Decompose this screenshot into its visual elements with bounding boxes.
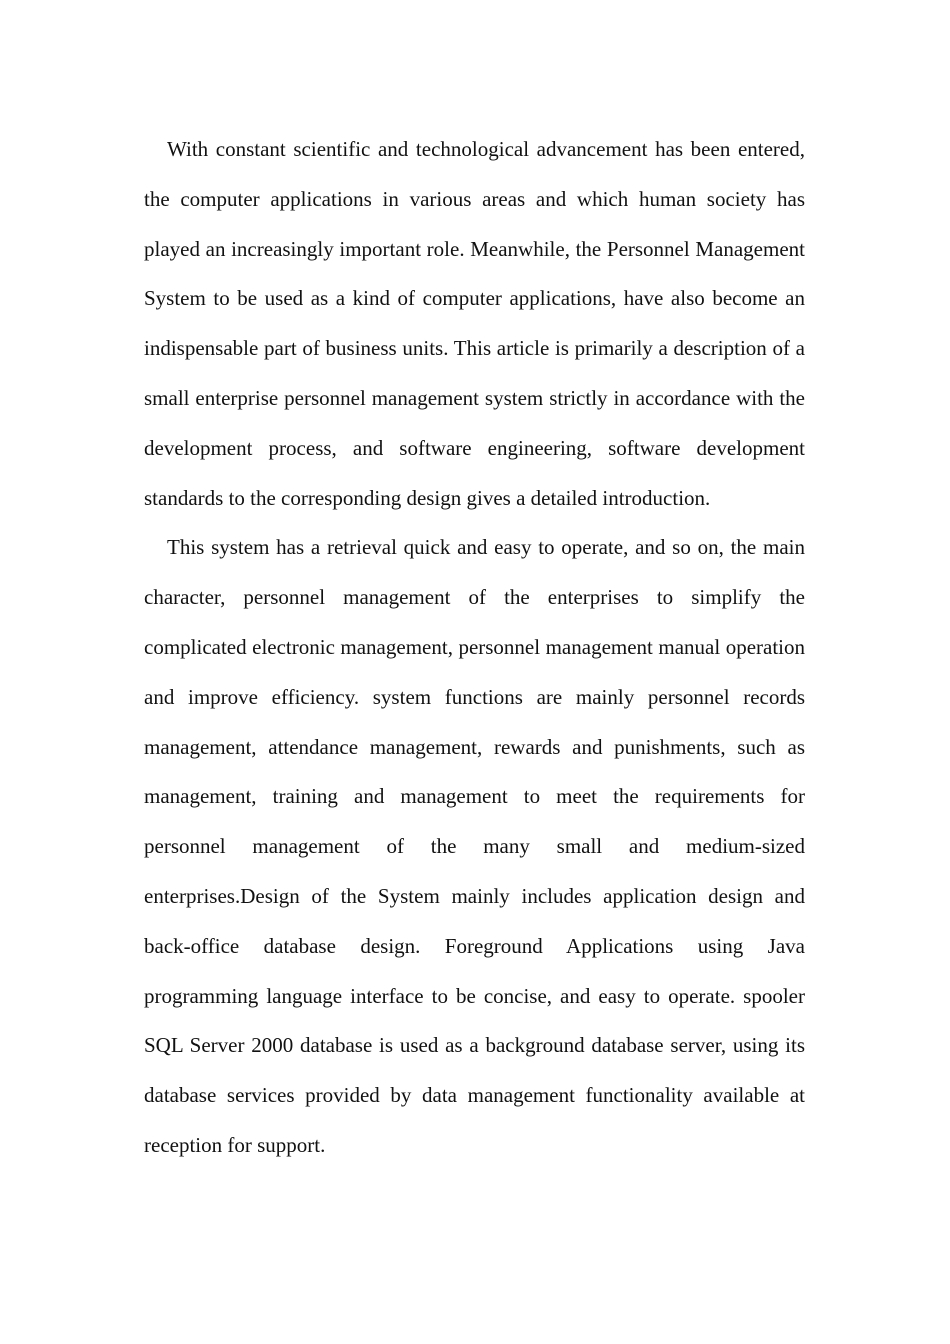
paragraph-2: This system has a retrieval quick and easy to operate, and so on, the main character, personnel management of the enterprises to simplify the complicated electronic management, personnel management manual operation and improve efficiency. system functions are mainly personnel records management, attendance management, rewards and punishments, such as management, training and management to meet the requirements for personnel management of the many small and medium-sized enterprises.Design of the System mainly includes application design and back-office database design. Foreground Applications using Java programming language interface to be concise, and easy to operate. spooler SQL Server 2000 database is used as a background database server, using its database services provided by data management functionality available at reception for support. [144, 535, 805, 1157]
abstract-body [144, 125, 805, 1171]
paragraph-1: With constant scientific and technological advancement has been entered, the computer applications in various areas and which human society has played an increasingly important role. Meanwhile, the Personnel Management System to be used as a kind of computer applications, have also become an indispensable part of business units. This article is primarily a description of a small enterprise personnel management system strictly in accordance with the development process, and software engineering, software development standards to the corresponding design gives a detailed introduction. [144, 137, 805, 510]
